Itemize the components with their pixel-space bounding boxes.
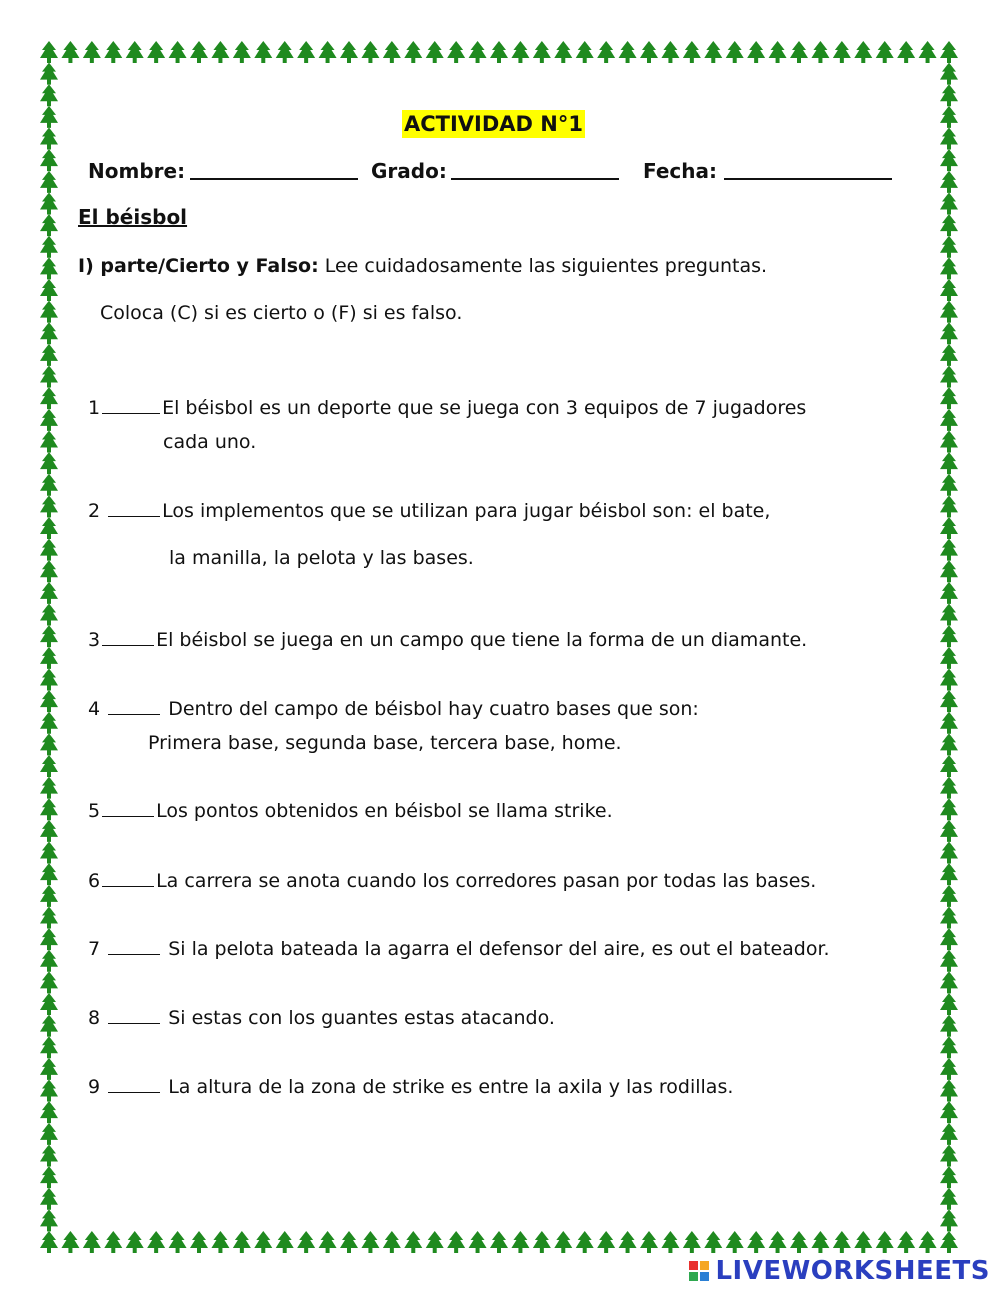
tree-icon	[940, 733, 958, 755]
question-2-cont: la manilla, la pelota y las bases.	[169, 547, 474, 569]
tree-icon	[511, 1231, 529, 1253]
tree-icon	[40, 1123, 58, 1145]
tree-icon	[940, 820, 958, 842]
tree-icon	[40, 171, 58, 193]
tree-icon	[40, 604, 58, 626]
tree-icon	[940, 344, 958, 366]
tree-icon	[40, 1188, 58, 1210]
tree-icon	[661, 1231, 679, 1253]
tree-icon	[619, 1231, 637, 1253]
tree-icon	[40, 452, 58, 474]
tree-icon	[190, 41, 208, 63]
tree-icon	[40, 560, 58, 582]
tree-icon	[683, 1231, 701, 1253]
tree-icon	[319, 41, 337, 63]
tree-icon	[40, 668, 58, 690]
tree-icon	[361, 41, 379, 63]
tree-icon	[447, 1231, 465, 1253]
tree-icon	[40, 1036, 58, 1058]
tree-icon	[533, 41, 551, 63]
tree-icon	[940, 517, 958, 539]
tree-icon	[940, 474, 958, 496]
tree-icon	[40, 1080, 58, 1102]
tree-icon	[426, 1231, 444, 1253]
tree-icon	[940, 582, 958, 604]
tree-icon	[897, 1231, 915, 1253]
tree-icon	[190, 1231, 208, 1253]
tree-icon	[276, 41, 294, 63]
tree-icon	[940, 366, 958, 388]
tree-icon	[40, 1209, 58, 1231]
tree-icon	[940, 1015, 958, 1037]
tree-icon	[726, 1231, 744, 1253]
tree-icon	[40, 279, 58, 301]
tree-icon	[940, 842, 958, 864]
tree-icon	[40, 863, 58, 885]
tree-icon	[854, 41, 872, 63]
tree-icon	[940, 495, 958, 517]
tree-icon	[940, 322, 958, 344]
tree-icon	[833, 1231, 851, 1253]
answer-blank[interactable]	[108, 1074, 160, 1093]
tree-icon	[40, 885, 58, 907]
tree-icon	[40, 1231, 58, 1253]
tree-icon	[940, 1123, 958, 1145]
tree-icon	[254, 1231, 272, 1253]
question-text: Dentro del campo de béisbol hay cuatro bases que son:	[168, 698, 699, 720]
tree-icon	[790, 41, 808, 63]
tree-icon	[254, 41, 272, 63]
tree-icon	[940, 604, 958, 626]
tree-icon	[940, 560, 958, 582]
tree-icon	[40, 257, 58, 279]
tree-icon	[40, 647, 58, 669]
tree-icon	[661, 41, 679, 63]
tree-icon	[40, 1144, 58, 1166]
question-text: Si la pelota bateada la agarra el defensor del aire, es out el bateador.	[168, 938, 830, 960]
tree-icon	[940, 971, 958, 993]
tree-icon	[683, 41, 701, 63]
tree-icon	[940, 106, 958, 128]
tree-icon	[40, 1101, 58, 1123]
tree-icon	[704, 41, 722, 63]
grade-blank[interactable]	[451, 178, 619, 180]
tree-icon	[811, 41, 829, 63]
tree-icon	[61, 1231, 79, 1253]
question-number: 1	[88, 397, 101, 419]
tree-icon	[469, 41, 487, 63]
tree-icon	[940, 690, 958, 712]
question-1	[88, 394, 806, 422]
tree-icon	[940, 885, 958, 907]
question-7	[88, 935, 830, 963]
tree-icon	[233, 1231, 251, 1253]
tree-icon	[40, 517, 58, 539]
tree-icon	[40, 906, 58, 928]
tree-icon	[169, 1231, 187, 1253]
answer-blank[interactable]	[108, 696, 160, 715]
logo-blocks-icon	[689, 1261, 709, 1281]
answer-blank[interactable]	[102, 868, 154, 887]
tree-icon	[83, 41, 101, 63]
tree-icon	[533, 1231, 551, 1253]
tree-icon	[40, 149, 58, 171]
question-4-cont: Primera base, segunda base, tercera base, home.	[148, 732, 622, 754]
tree-icon	[319, 1231, 337, 1253]
tree-icon	[104, 41, 122, 63]
tree-icon	[747, 1231, 765, 1253]
instructions-line1	[78, 252, 767, 280]
tree-icon	[61, 41, 79, 63]
tree-icon	[876, 1231, 894, 1253]
date-blank[interactable]	[724, 178, 892, 180]
tree-icon	[40, 41, 58, 63]
tree-icon	[211, 41, 229, 63]
tree-icon	[576, 1231, 594, 1253]
tree-icon	[940, 1144, 958, 1166]
tree-icon	[940, 863, 958, 885]
tree-icon	[40, 430, 58, 452]
question-number: 7	[88, 938, 101, 960]
tree-icon	[726, 41, 744, 63]
liveworksheets-logo[interactable]	[689, 1256, 990, 1286]
tree-icon	[940, 1080, 958, 1102]
tree-icon	[40, 63, 58, 85]
activity-title: ACTIVIDAD N°1	[404, 112, 583, 136]
tree-icon	[40, 582, 58, 604]
answer-blank[interactable]	[102, 798, 154, 817]
tree-icon	[940, 950, 958, 972]
tree-icon	[40, 1166, 58, 1188]
tree-icon	[940, 1166, 958, 1188]
question-number: 6	[88, 870, 101, 892]
tree-icon	[383, 1231, 401, 1253]
tree-icon	[40, 495, 58, 517]
tree-icon	[940, 1231, 958, 1253]
tree-icon	[40, 301, 58, 323]
tree-icon	[619, 41, 637, 63]
tree-icon	[490, 1231, 508, 1253]
tree-icon	[769, 1231, 787, 1253]
tree-icon	[297, 1231, 315, 1253]
tree-icon	[940, 755, 958, 777]
tree-icon	[790, 1231, 808, 1253]
tree-icon	[447, 41, 465, 63]
instructions-line2: Coloca (C) si es cierto o (F) si es falso.	[100, 302, 463, 324]
tree-icon	[40, 366, 58, 388]
tree-icon	[297, 41, 315, 63]
question-number: 2	[88, 500, 101, 522]
tree-icon	[40, 84, 58, 106]
tree-icon	[940, 301, 958, 323]
question-3	[88, 626, 807, 654]
tree-icon	[511, 41, 529, 63]
tree-icon	[940, 192, 958, 214]
question-2	[88, 497, 770, 525]
question-8	[88, 1004, 555, 1032]
logo-text: LIVEWORKSHEETS	[715, 1256, 990, 1286]
tree-icon	[426, 41, 444, 63]
instructions-text: Lee cuidadosamente las siguientes preguntas.	[318, 255, 768, 277]
tree-icon	[40, 777, 58, 799]
part-label: I) parte/Cierto y Falso:	[78, 255, 319, 277]
tree-icon	[940, 928, 958, 950]
tree-icon	[126, 41, 144, 63]
tree-icon	[40, 950, 58, 972]
tree-icon	[940, 1188, 958, 1210]
tree-icon	[769, 41, 787, 63]
tree-icon	[40, 192, 58, 214]
tree-icon	[40, 344, 58, 366]
tree-icon	[940, 798, 958, 820]
tree-icon	[147, 41, 165, 63]
tree-icon	[940, 712, 958, 734]
tree-icon	[940, 63, 958, 85]
tree-icon	[211, 1231, 229, 1253]
tree-icon	[40, 733, 58, 755]
tree-icon	[554, 1231, 572, 1253]
tree-icon	[940, 906, 958, 928]
tree-icon	[576, 41, 594, 63]
question-5	[88, 797, 613, 825]
tree-icon	[40, 474, 58, 496]
tree-icon	[876, 41, 894, 63]
tree-icon	[640, 41, 658, 63]
tree-icon	[811, 1231, 829, 1253]
question-text: La carrera se anota cuando los corredores pasan por todas las bases.	[156, 870, 817, 892]
question-text: El béisbol es un deporte que se juega con 3 equipos de 7 jugadores	[162, 397, 807, 419]
question-number: 3	[88, 629, 101, 651]
tree-icon	[940, 128, 958, 150]
tree-icon	[554, 41, 572, 63]
section-title: El béisbol	[78, 205, 188, 229]
question-text: El béisbol se juega en un campo que tiene la forma de un diamante.	[156, 629, 808, 651]
tree-icon	[40, 798, 58, 820]
tree-icon	[919, 1231, 937, 1253]
tree-icon	[40, 322, 58, 344]
tree-icon	[940, 171, 958, 193]
question-number: 4	[88, 698, 101, 720]
tree-icon	[940, 41, 958, 63]
tree-icon	[361, 1231, 379, 1253]
tree-icon	[40, 539, 58, 561]
tree-icon	[940, 387, 958, 409]
answer-blank[interactable]	[108, 498, 160, 517]
tree-icon	[40, 820, 58, 842]
question-4	[88, 695, 699, 723]
tree-icon	[940, 452, 958, 474]
tree-icon	[940, 84, 958, 106]
answer-blank[interactable]	[108, 936, 160, 955]
date-label: Fecha:	[643, 159, 718, 183]
tree-icon	[897, 41, 915, 63]
tree-icon	[940, 1209, 958, 1231]
tree-icon	[40, 993, 58, 1015]
tree-icon	[40, 690, 58, 712]
tree-icon	[40, 625, 58, 647]
tree-icon	[940, 409, 958, 431]
tree-icon	[40, 712, 58, 734]
tree-icon	[940, 214, 958, 236]
question-text: Si estas con los guantes estas atacando.	[168, 1007, 555, 1029]
grade-label: Grado:	[371, 159, 447, 183]
question-text: Los implementos que se utilizan para jugar béisbol son: el bate,	[162, 500, 771, 522]
tree-icon	[340, 41, 358, 63]
tree-icon	[104, 1231, 122, 1253]
tree-icon	[404, 41, 422, 63]
tree-icon	[169, 41, 187, 63]
tree-icon	[597, 41, 615, 63]
tree-icon	[40, 755, 58, 777]
tree-icon	[40, 971, 58, 993]
tree-icon	[469, 1231, 487, 1253]
tree-icon	[940, 236, 958, 258]
tree-icon	[40, 214, 58, 236]
question-text: La altura de la zona de strike es entre la axila y las rodillas.	[168, 1076, 734, 1098]
tree-icon	[940, 668, 958, 690]
tree-icon	[940, 539, 958, 561]
answer-blank[interactable]	[102, 395, 160, 414]
tree-icon	[940, 1058, 958, 1080]
tree-icon	[854, 1231, 872, 1253]
answer-blank[interactable]	[102, 627, 154, 646]
tree-icon	[640, 1231, 658, 1253]
tree-icon	[147, 1231, 165, 1253]
tree-icon	[276, 1231, 294, 1253]
tree-icon	[404, 1231, 422, 1253]
tree-icon	[940, 430, 958, 452]
tree-icon	[40, 928, 58, 950]
tree-icon	[490, 41, 508, 63]
tree-icon	[40, 1058, 58, 1080]
tree-icon	[126, 1231, 144, 1253]
tree-icon	[40, 106, 58, 128]
tree-icon	[704, 1231, 722, 1253]
tree-icon	[940, 993, 958, 1015]
tree-icon	[597, 1231, 615, 1253]
tree-icon	[940, 257, 958, 279]
question-1-cont: cada uno.	[163, 431, 257, 453]
tree-icon	[919, 41, 937, 63]
tree-icon	[83, 1231, 101, 1253]
name-label: Nombre:	[88, 159, 186, 183]
tree-icon	[940, 777, 958, 799]
question-text: Los pontos obtenidos en béisbol se llama strike.	[156, 800, 613, 822]
tree-icon	[233, 41, 251, 63]
question-number: 8	[88, 1007, 101, 1029]
answer-blank[interactable]	[108, 1005, 160, 1024]
question-number: 9	[88, 1076, 101, 1098]
tree-icon	[940, 1036, 958, 1058]
tree-icon	[940, 625, 958, 647]
name-blank[interactable]	[190, 178, 358, 180]
question-6	[88, 867, 816, 895]
tree-icon	[940, 279, 958, 301]
tree-icon	[40, 1015, 58, 1037]
tree-icon	[833, 41, 851, 63]
tree-icon	[383, 41, 401, 63]
tree-icon	[40, 128, 58, 150]
tree-icon	[340, 1231, 358, 1253]
question-9	[88, 1073, 733, 1101]
tree-icon	[40, 387, 58, 409]
question-number: 5	[88, 800, 101, 822]
tree-icon	[940, 1101, 958, 1123]
tree-icon	[940, 647, 958, 669]
tree-icon	[40, 409, 58, 431]
tree-icon	[40, 842, 58, 864]
tree-icon	[747, 41, 765, 63]
tree-icon	[40, 236, 58, 258]
tree-icon	[940, 149, 958, 171]
